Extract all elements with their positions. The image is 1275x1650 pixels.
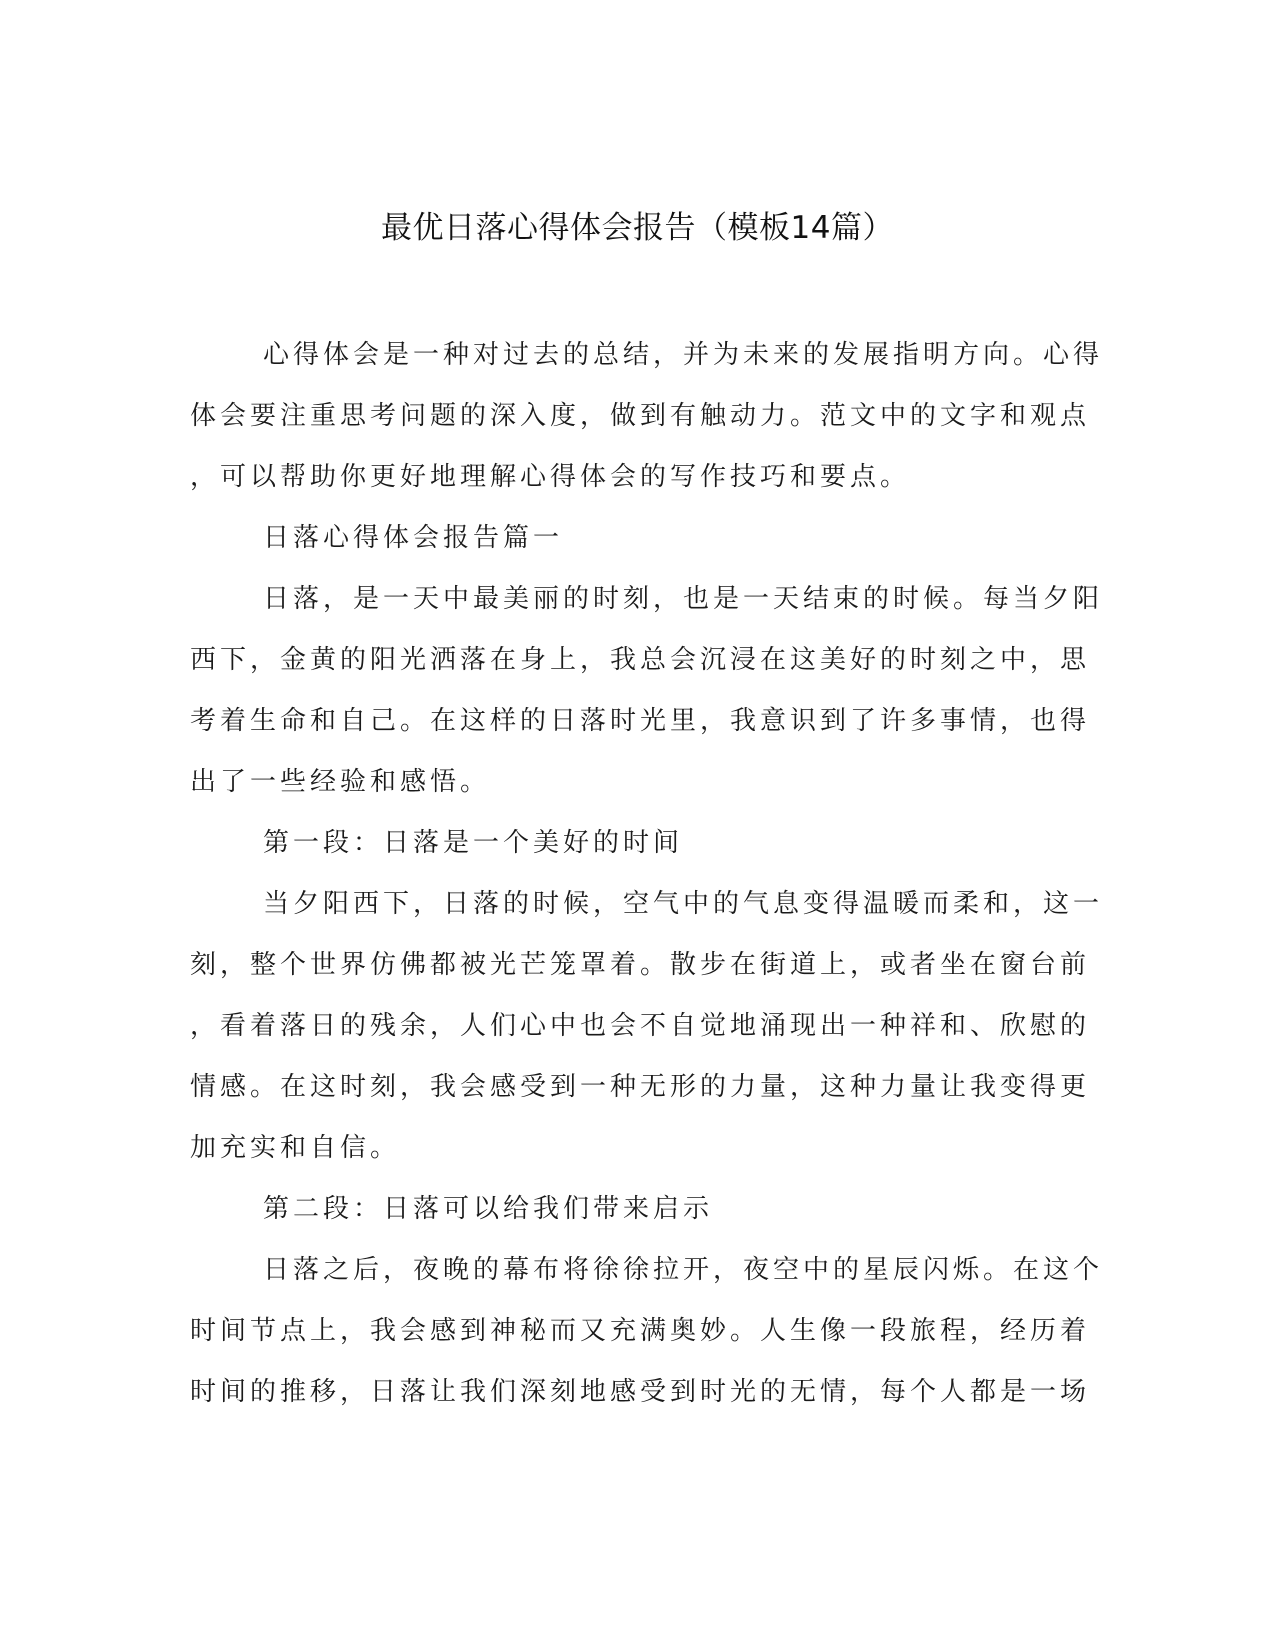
paragraph-line: 考着生命和自己。在这样的日落时光里，我意识到了许多事情，也得 [190, 706, 1091, 736]
paragraph-line: 当夕阳西下，日落的时候，空气中的气息变得温暖而柔和，这一 [263, 889, 1104, 919]
paragraph-line: 西下，金黄的阳光洒落在身上，我总会沉浸在这美好的时刻之中，思 [190, 645, 1091, 675]
paragraph-line: ，看着落日的残余，人们心中也会不自觉地涌现出一种祥和、欣慰的 [190, 1011, 1091, 1041]
paragraph-line: 出了一些经验和感悟。 [190, 767, 491, 797]
intro-paragraph-line: ，可以帮助你更好地理解心得体会的写作技巧和要点。 [190, 462, 911, 492]
paragraph-line: 时间节点上，我会感到神秘而又充满奥妙。人生像一段旅程，经历着 [190, 1316, 1091, 1346]
paragraph-line: 日落之后，夜晚的幕布将徐徐拉开，夜空中的星辰闪烁。在这个 [263, 1255, 1104, 1285]
intro-paragraph-line: 体会要注重思考问题的深入度，做到有触动力。范文中的文字和观点 [190, 401, 1091, 431]
paragraph-line: 时间的推移，日落让我们深刻地感受到时光的无情，每个人都是一场 [190, 1377, 1091, 1407]
intro-paragraph-line: 心得体会是一种对过去的总结，并为未来的发展指明方向。心得 [263, 340, 1104, 370]
subsection-heading: 第一段：日落是一个美好的时间 [263, 828, 684, 858]
subsection-heading: 第二段：日落可以给我们带来启示 [263, 1194, 714, 1224]
paragraph-line: 加充实和自信。 [190, 1133, 401, 1163]
section-heading: 日落心得体会报告篇一 [263, 523, 564, 553]
paragraph-line: 刻，整个世界仿佛都被光芒笼罩着。散步在街道上，或者坐在窗台前 [190, 950, 1091, 980]
document-title: 最优日落心得体会报告（模板14篇） [381, 210, 894, 246]
paragraph-line: 日落，是一天中最美丽的时刻，也是一天结束的时候。每当夕阳 [263, 584, 1104, 614]
paragraph-line: 情感。在这时刻，我会感受到一种无形的力量，这种力量让我变得更 [190, 1072, 1091, 1102]
document-body [190, 325, 1104, 1423]
